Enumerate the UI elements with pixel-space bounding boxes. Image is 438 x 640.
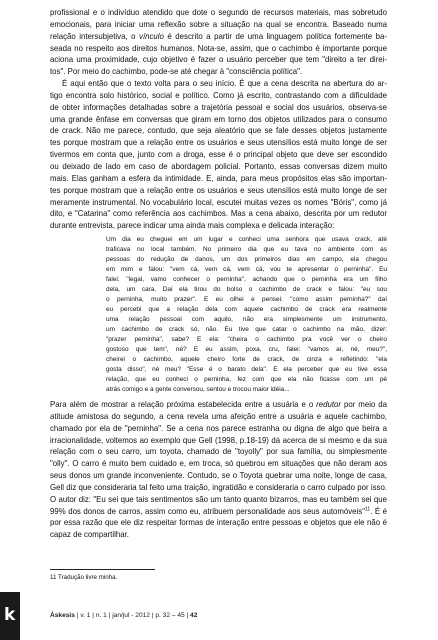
text-line: atitude amistosa do segundo, a cena revela uma afeição entre a usuária e aquele cachimbo, <box>50 411 387 421</box>
text-line: É aqui então que o texto volta para o seu início. É que a cena descrita na abertura do ar- <box>62 79 387 89</box>
paragraph-1 <box>50 7 387 78</box>
text-line: emocionais, para iniciar uma reflexão sobre a situação na qual se encontra. Baseado numa <box>50 19 387 29</box>
page-number: 42 <box>190 612 198 619</box>
body-text <box>50 7 387 541</box>
text-line: uma grande ênfase em conversas que giram em torno dos objetos utilizados para o consumo <box>50 114 387 124</box>
journal-name: Áskesis <box>50 612 75 619</box>
text-line: seus donos um grande inconveniente. Contudo, se o Toyota quebrar uma noite, longe de casa, <box>50 471 387 481</box>
text-line: relação com o seu carro, um toyota, chamado de "toyolly" por sua família, ou simplesmente <box>50 447 387 457</box>
quote-line: gosta disso", né meu? "Esse é o barato dela". E ela perceber que eu tive essa <box>106 366 387 374</box>
quote-line: Um dia eu cheguei em um lugar e conheci uma senhora que usava crack, até <box>106 236 387 244</box>
text-line: O autor diz: "Eu sei que tais sentimentos são um tanto quanto bizarros, mas eu também sei que <box>50 494 387 504</box>
emphasis-redutor: redutor <box>316 400 342 410</box>
text-line: chamado por ela de "perninha". Se a cena nos parece estranha ou digna de algo que beira a <box>50 423 387 433</box>
paragraph-3 <box>50 399 387 541</box>
emphasis-vinculo: vínculo <box>139 31 164 41</box>
text-line: tos". Por meio do cachimbo, pode-se até chegar à "consciência política". <box>50 67 303 77</box>
text-line: meramente instrumental. No vocabulário local, escutei muitas vezes os nomes "Bóris", como já <box>50 197 387 207</box>
text-line: de obter informações detalhadas sobre a trajetória pessoal e social dos usuários, observa-se <box>50 102 387 112</box>
quote-line: falei: "legal, vamo conhecer o perninha", achando que o perninha era um filho <box>106 276 387 284</box>
text-line: aciona uma proximidade, cujo objetivo é fazer o usuário perceber que tem "direito a ter direi- <box>50 55 387 65</box>
journal-logo-icon: k <box>4 605 16 625</box>
footnote-ref[interactable]: 11 <box>365 506 371 513</box>
text-line: tes porque mostram que a relação entre os usuários e seus utensílios está muito longe de ser <box>50 185 387 195</box>
text-line: tes porque mostram que a relação entre os usuários e seus utensílios está muito longe de ser <box>50 138 387 148</box>
quote-line: pessoas do redução de danos, um dos primeiros dias em campo, ela chegou <box>106 256 387 264</box>
quote-line: "prazer perninha", sabe? E ela: "cheira o cachimbo pra você ver o cheiro <box>106 336 387 344</box>
text-line: profissional e o indivíduo atendido que dote o segundo de recursos materiais, mas sobretudo <box>50 8 387 17</box>
text-line: tigo encontra solo histórico, social e político. Como já escrito, contrastando com a dificuldade <box>50 90 387 100</box>
text-line <box>50 31 387 43</box>
quote-line: atrás comigo e a gente conversou, sentou e trocou maior idéia... <box>106 386 290 394</box>
text-line: por essa razão que ele diz respeitar formas de interação entre pessoas e objetos que ele não é <box>50 518 387 528</box>
text-line: durante entrevista, parece indicar uma ainda mais complexa e delicada interação: <box>50 221 335 231</box>
paragraph-2 <box>50 78 387 232</box>
quote-line: relação, que eu conheci o perninha, fez com que ela não ficasse com um pé <box>106 376 387 384</box>
quote-line: traficava no local também. No primeiro dia que eu tava no ambiente com as <box>106 246 387 254</box>
quote-line: dela, um cara. Daí ela tirou do bolso o cachimbo de crack e falou: "eu sou <box>106 286 387 294</box>
text-line: irracionalidade, voltemos ao exemplo que Gell (1998, p.18-19) dá acerca de si mesmo e da sua <box>50 435 387 445</box>
text-line: dito, e "Catarina" como referência aos cachimbos. Mas a cena abaixo, descrita por um redutor <box>50 209 387 219</box>
quote-line: gostoso que tem", né? E eu assim, poxa, cru, falei: "vamos aí, né, meu?", <box>106 346 387 354</box>
text-line: tivermos em conta que, junto com a droga, esse é o principal objeto que deve ser escondido <box>50 150 387 160</box>
text-line: ou deixado de lado em caso de abordagem policial. Portanto, essas conversas dizem muito <box>50 161 387 171</box>
quote-line: uma relação pessoal com aquilo, não era simplesmente um instrumento, <box>106 316 387 324</box>
footnote-divider <box>50 569 155 570</box>
page-footer <box>50 611 197 620</box>
text-line: de crack. Não me parece, contudo, que seja aleatório que se fale desses objetos justamente <box>50 126 387 136</box>
text-fragment: relação intersubjetiva, o <box>50 31 140 41</box>
footnote: 11 Tradução livre minha. <box>50 574 118 581</box>
quote-line: um cachimbo de crack só, não. Eu tive que catar o cachimbo na mão, dizer: <box>106 326 387 334</box>
text-line: mais. Elas ganham a esfera da intimidade. E, ainda, para meus propósitos elas são importan- <box>50 173 387 183</box>
quote-line: em mim e falou: "vem cá, vem cá, vem cá, vou te apresentar o perninha". Eu <box>106 266 387 274</box>
text-line: Gell diz que consideraria tal feito uma traição, ingratidão e consideraria o carro culpado por isso. <box>50 482 387 492</box>
quote-line: o perninha, muito prazer". E eu olhei e pensei: "como assim perninha?" daí <box>106 296 387 304</box>
quote-line: cheirei o cachimbo, aquele cheiro forte de crack, de cinza e refletindo: "ela <box>106 356 387 364</box>
text-line: seada no respeito aos direitos humanos. Nota-se, assim, que o cachimbo é importante porque <box>50 43 387 53</box>
text-line <box>50 506 387 518</box>
text-line: "olly". O carro é muito bem cuidado e, em troca, só quebrou em situações que não deram aos <box>50 459 387 469</box>
text-fragment: 99% dos donos de carros, assim como eu, atribuem personalidade aos seus automóveis" <box>50 506 365 516</box>
quote-line: eu percebi que a relação dela com aquele cachimbo de crack era realmente <box>106 306 387 314</box>
block-quote <box>106 235 387 395</box>
text-fragment: é descrito a partir de uma linguagem política fortemente ba- <box>163 31 387 41</box>
text-line: capaz de compartilhar. <box>50 530 129 540</box>
text-fragment: . É é <box>370 506 387 516</box>
issue-details: | v. 1 | n. 1 | jan/jul - 2012 | p. 32 – 45 | <box>74 612 191 619</box>
text-fragment: Para além de mostrar a relação próxima estabelecida entre a usuária e o <box>50 400 317 410</box>
text-line <box>50 399 387 411</box>
text-fragment: por meio da <box>341 400 387 410</box>
